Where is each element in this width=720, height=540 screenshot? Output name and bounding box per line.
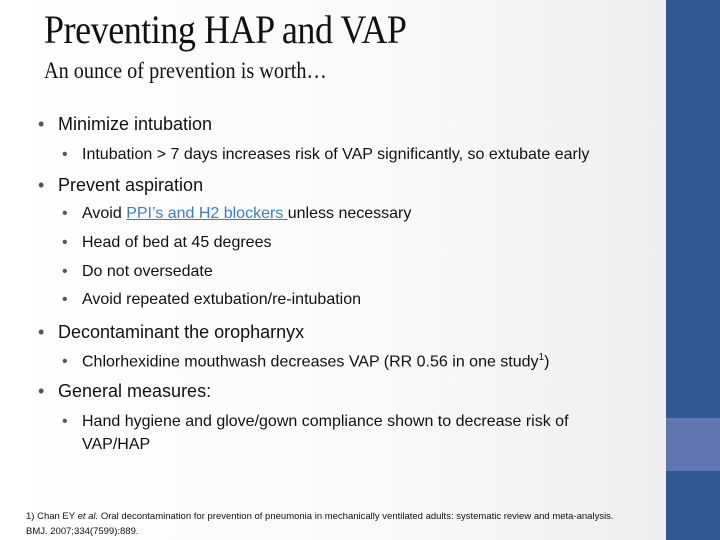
slide-title: Preventing HAP and VAP bbox=[44, 7, 407, 52]
sub-bullet: • Head of bed at 45 degrees bbox=[62, 234, 272, 251]
sub-bullet: • Chlorhexidine mouthwash decreases VAP (RR 0.56 in one study$^1$) bbox=[62, 352, 550, 371]
bullet-decontaminate: • Decontaminant the oropharnyx bbox=[38, 322, 305, 342]
ppi-h2-link[interactable]: PPI’s and H2 blockers bbox=[126, 205, 288, 222]
sub-bullet: • Avoid repeated extubation/re-intubation bbox=[62, 291, 362, 308]
sub-bullet: • Avoid PPI’s and H2 blockers unless necessary bbox=[62, 205, 412, 222]
sub-bullet-continuation: VAP/HAP bbox=[82, 436, 151, 453]
sub-bullet: • Intubation > 7 days increases risk of VAP significantly, so extubate early bbox=[62, 146, 590, 163]
footnote: 1) Chan EY et al. Oral decontamination for prevention of pneumonia in mechanically ventilated adults: systematic review and meta-analysis. BMJ. 2007;334(7599):889. bbox=[26, 511, 614, 537]
side-accent-block bbox=[666, 418, 720, 471]
slide-subtitle: An ounce of prevention is worth… bbox=[44, 58, 327, 83]
sub-bullet: • Hand hygiene and glove/gown compliance shown to decrease risk of bbox=[62, 413, 569, 430]
bullet-prevent-aspiration: • Prevent aspiration bbox=[38, 175, 204, 195]
bullet-minimize-intubation: • Minimize intubation bbox=[38, 114, 213, 134]
sub-bullet: • Do not oversedate bbox=[62, 263, 213, 280]
bullet-general-measures: • General measures: bbox=[38, 381, 212, 401]
